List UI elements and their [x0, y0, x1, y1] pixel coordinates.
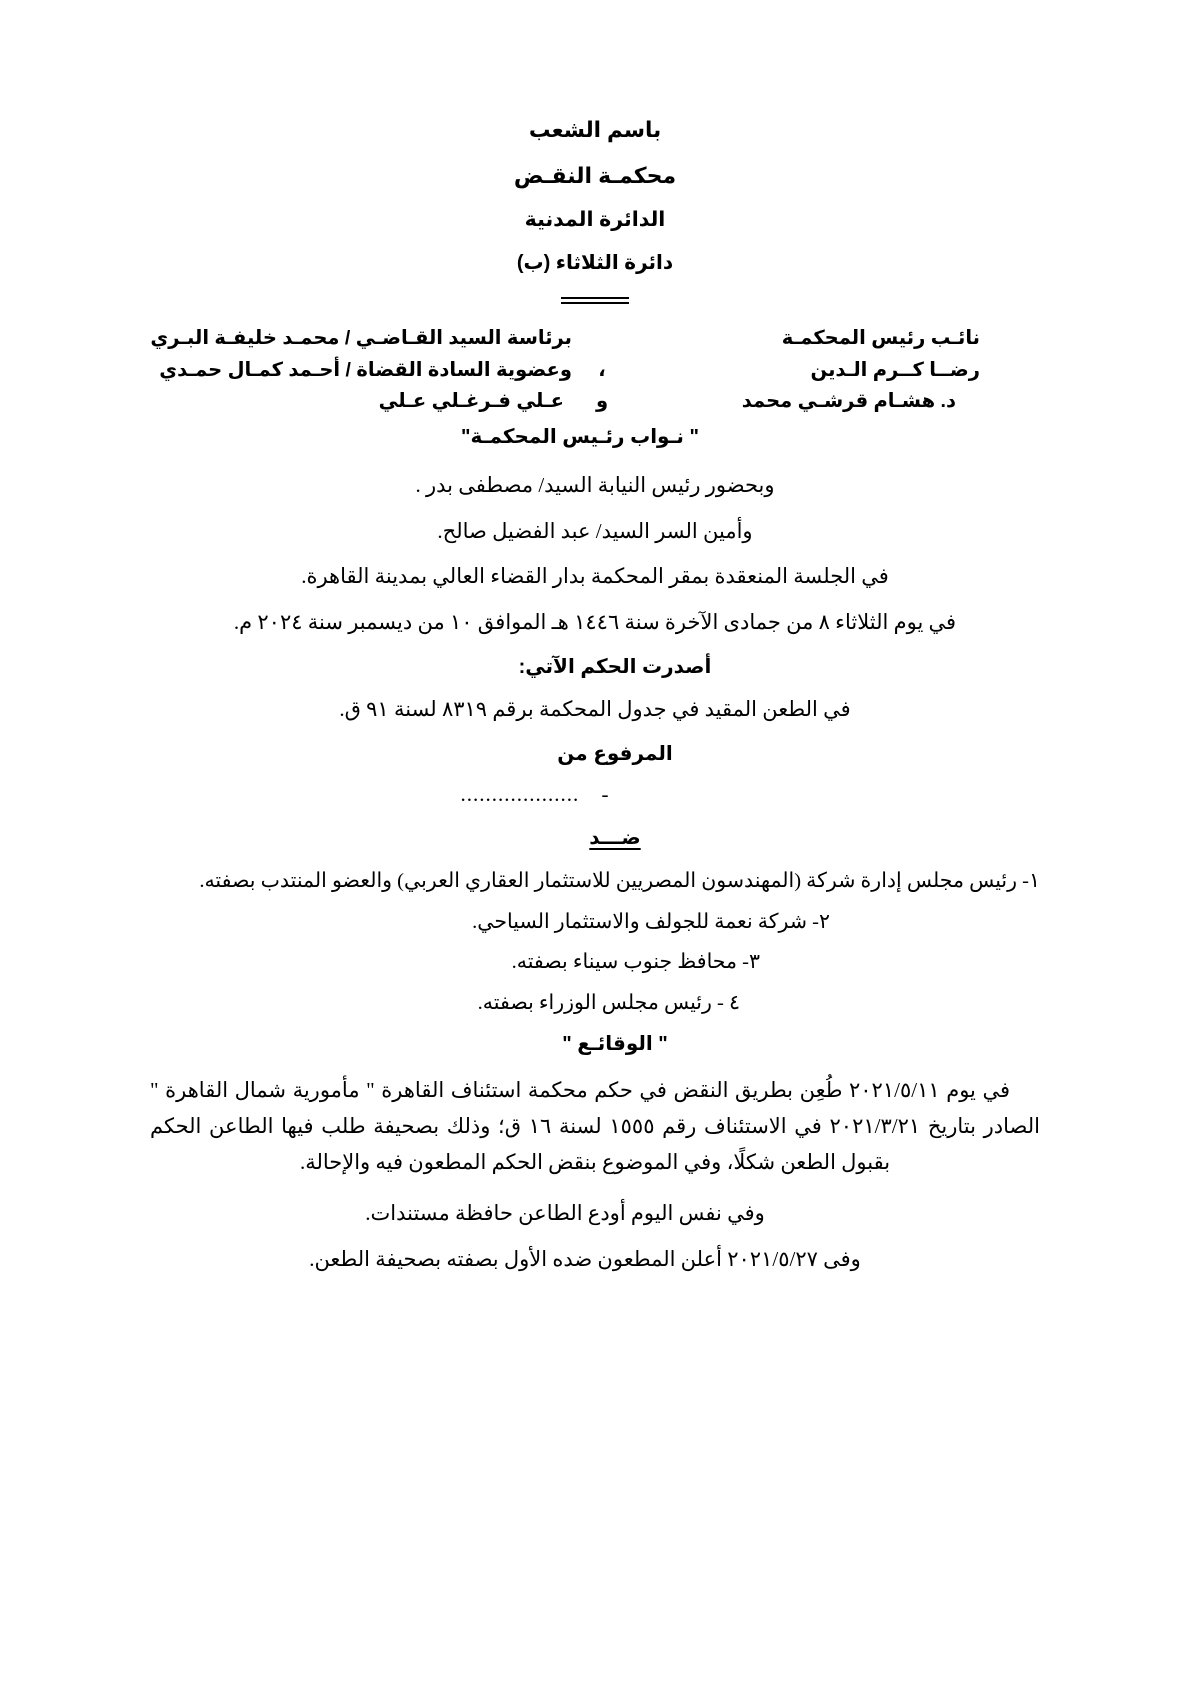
panel-separator: و [595, 390, 609, 413]
against-label-wrap [150, 825, 1040, 850]
list-item: ٤ - رئيس مجلس الوزراء بصفته. [477, 992, 740, 1015]
appellant-placeholder [150, 782, 1040, 807]
circuit-heading: دائرة الثلاثاء (ب) [516, 252, 674, 274]
facts-heading: " الوقائـع " [562, 1032, 668, 1055]
panel-row [150, 323, 1040, 355]
respondents-list [150, 866, 1040, 1019]
panel-role: رضــا كــرم الـدين [810, 358, 980, 381]
panel-role: نائـب رئيس المحكمـة [781, 327, 980, 349]
panel-caption: " نـواب رئـيس المحكمـة" [461, 425, 699, 448]
same-day-line: وفي نفس اليوم أودع الطاعن حافظة مستندات. [365, 1201, 765, 1226]
list-item: ٣- محافظ جنوب سيناء بصفته. [511, 951, 760, 974]
secretary-line: وأمين السر السيد/ عبد الفضيل صالح. [437, 518, 753, 543]
list-item: ١- رئيس مجلس إدارة شركة (المهندسون المصريين للاستثمار العقاري العربي) والعضو المنتدب بصفته. [199, 869, 1040, 892]
list-item: ٢- شركة نعمة للجولف والاستثمار السياحي. [472, 910, 830, 933]
panel-role: د. هشـام قرشـي محمد [741, 390, 956, 413]
notice-line: وفى ٢٠٢١/٥/٢٧ أعلن المطعون ضده الأول بصفته بصحيفة الطعن. [309, 1246, 861, 1271]
session-date-line: في يوم الثلاثاء ٨ من جمادى الآخرة سنة ١٤٤٦ هـ الموافق ١٠ من ديسمبر سنة ٢٠٢٤ م. [233, 610, 957, 635]
panel-row [150, 386, 1040, 418]
prosecution-head-line: وبحضور رئيس النيابة السيد/ مصطفى بدر . [415, 472, 775, 497]
double-rule-icon [561, 297, 629, 304]
appellant-dash: - [601, 781, 610, 806]
filed-by-label: المرفوع من [557, 742, 673, 765]
header-separator [150, 291, 1040, 305]
panel-separator: ، [598, 358, 606, 381]
case-registration-line: في الطعن المقيد في جدول المحكمة برقم ٨٣١٩ لسنة ٩١ ق. [339, 696, 851, 721]
verdict-intro-heading: أصدرت الحكم الآتي: [518, 655, 712, 678]
panel-name: عـلي فـرغـلي عـلي [378, 390, 564, 413]
facts-paragraph: في يوم ٢٠٢١/٥/١١ طُعِن بطريق النقض في حكم محكمة استئناف القاهرة " مأمورية شمال القاهرة " الصادر بتاريخ ٢٠٢١/٣/٢١ في الاستئناف رقم ١٥٥٥ لسنة ١٦ ق؛ وذلك بصحيفة طلب فيها الطاعن الحكم بقبول الطعن شكلًا، وفي الموضوع بنقض الحكم المطعون فيه والإحالة. [150, 1077, 1040, 1175]
venue-line: في الجلسة المنعقدة بمقر المحكمة بدار القضاء العالي بمدينة القاهرة. [301, 564, 889, 589]
document-content [150, 120, 1040, 1289]
chamber-heading: الدائرة المدنية [524, 207, 666, 231]
court-name-heading: محكمـة النقـض [513, 162, 677, 188]
panel-name: برئاسة السيد القـاضـي / محمـد خليفـة البـري [150, 327, 572, 349]
against-label: ضـــد [589, 826, 641, 849]
panel-row [150, 355, 1040, 387]
judicial-panel [150, 323, 1040, 418]
in-name-of-people-heading: باسم الشعب [528, 118, 662, 142]
appellant-dots: ................... [460, 781, 580, 806]
panel-name: وعضوية السادة القضاة / أحـمد كمـال حمـدي [159, 358, 572, 381]
